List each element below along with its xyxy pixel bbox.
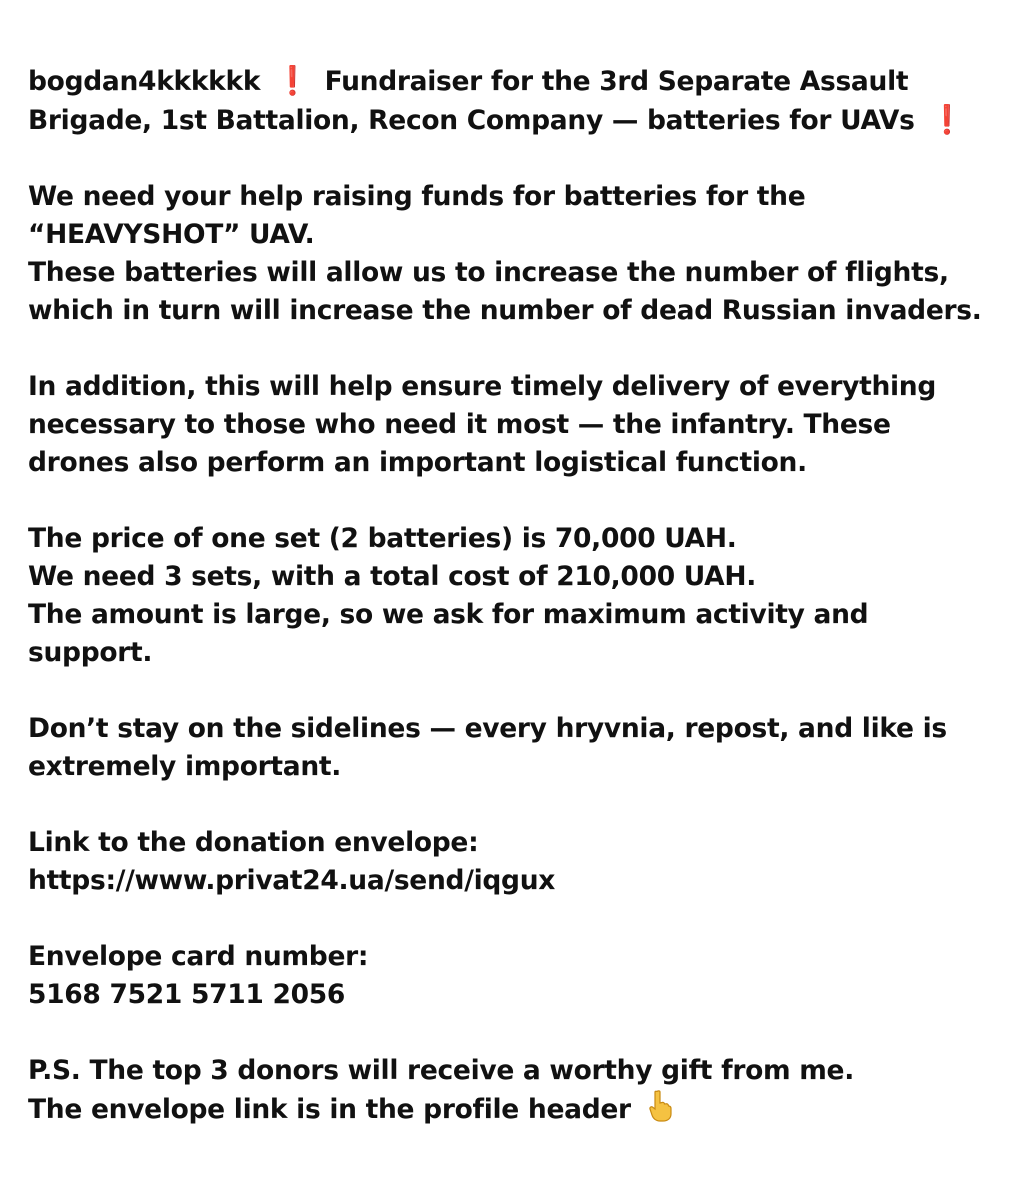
spacer (28, 672, 1013, 710)
donation-link[interactable]: https://www.privat24.ua/send/iqgux (28, 865, 556, 896)
pointing-up-hand-icon (648, 1090, 672, 1133)
paragraph-line: extremely important. (28, 751, 342, 782)
exclamation-icon: ❗ (929, 103, 965, 136)
paragraph-line: “HEAVYSHOT” UAV. (28, 219, 315, 250)
total-cost-line: We need 3 sets, with a total cost of 210,000 UAH. (28, 561, 757, 592)
ps-text: The envelope link is in the profile header (28, 1094, 631, 1125)
paragraph-line: Don’t stay on the sidelines — every hryvnia, repost, and like is (28, 713, 947, 744)
card-number: 5168 7521 5711 2056 (28, 979, 345, 1010)
paragraph-line: We need your help raising funds for batteries for the (28, 181, 806, 212)
spacer (28, 786, 1013, 824)
donation-link-label: Link to the donation envelope: (28, 827, 479, 858)
spacer (28, 330, 1013, 368)
card-number-label: Envelope card number: (28, 941, 369, 972)
username[interactable]: bogdan4kkkkkk (28, 66, 261, 97)
post-header-line (28, 62, 1013, 101)
spacer (28, 900, 1013, 938)
paragraph-line: The amount is large, so we ask for maximum activity and (28, 599, 869, 630)
price-line: The price of one set (2 batteries) is 70,000 UAH. (28, 523, 737, 554)
exclamation-icon: ❗ (275, 64, 310, 97)
paragraph-line: In addition, this will help ensure timely delivery of everything (28, 371, 937, 402)
spacer (28, 140, 1013, 178)
ps-line-2 (28, 1090, 1013, 1133)
paragraph-line: support. (28, 637, 153, 668)
post-title-line-2 (28, 101, 1013, 140)
post-title: Fundraiser for the 3rd Separate Assault (324, 66, 909, 97)
paragraph-line: These batteries will allow us to increase the number of flights, (28, 257, 949, 288)
ps-line: P.S. The top 3 donors will receive a worthy gift from me. (28, 1055, 854, 1086)
post-title-continued: Brigade, 1st Battalion, Recon Company — batteries for UAVs (28, 105, 915, 136)
post-text (28, 62, 1013, 1133)
paragraph-line: necessary to those who need it most — the infantry. These (28, 409, 891, 440)
spacer (28, 482, 1013, 520)
paragraph-line: drones also perform an important logistical function. (28, 447, 807, 478)
paragraph-line: which in turn will increase the number of dead Russian invaders. (28, 295, 982, 326)
spacer (28, 1014, 1013, 1052)
